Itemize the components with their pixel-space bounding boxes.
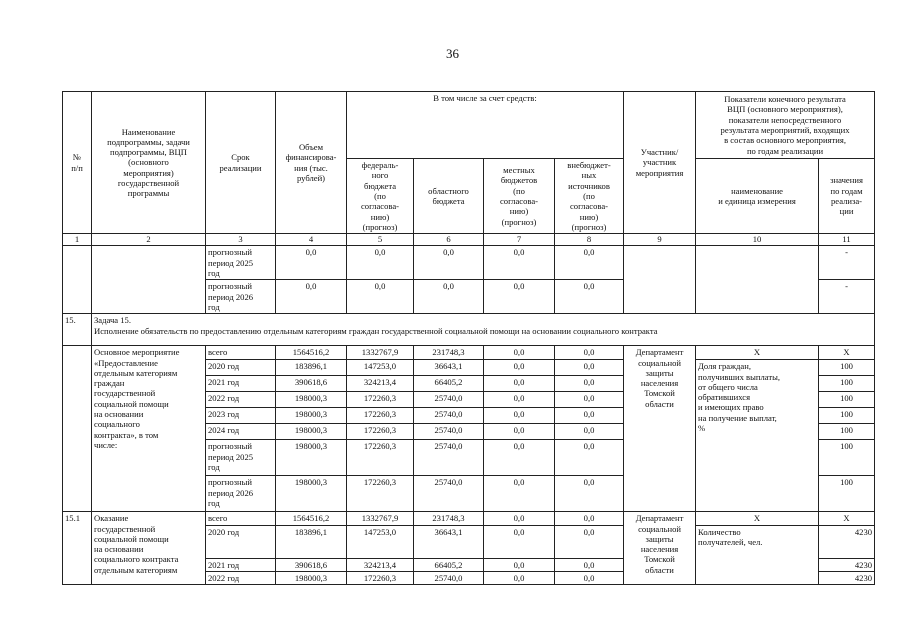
indicator-value: - xyxy=(819,246,875,280)
indicator-x: Х xyxy=(819,512,875,525)
period-cell: прогнозный период 2026 год xyxy=(206,476,276,512)
value-cell: 0,0 xyxy=(484,571,555,584)
empty-cell xyxy=(63,246,92,314)
program-table xyxy=(62,91,875,585)
value-cell: 198000,3 xyxy=(276,440,347,476)
value-cell: 0,0 xyxy=(347,280,414,314)
page-number: 36 xyxy=(446,46,459,61)
value-cell: 183896,1 xyxy=(276,525,347,558)
value-cell: 0,0 xyxy=(555,512,624,525)
col-number: 4 xyxy=(276,234,347,246)
value-cell: 198000,3 xyxy=(276,571,347,584)
indicator-x: Х xyxy=(819,346,875,360)
col-number: 7 xyxy=(484,234,555,246)
value-cell: 0,0 xyxy=(347,246,414,280)
value-cell: 0,0 xyxy=(555,424,624,440)
task-text: Исполнение обязательств по предоставлению отдельным категориям граждан государственной социальной помощи на основании социального контракта xyxy=(94,325,658,336)
value-cell: 0,0 xyxy=(484,476,555,512)
period-cell: всего xyxy=(206,346,276,360)
value-cell: 0,0 xyxy=(484,376,555,392)
period-cell: 2022 год xyxy=(206,571,276,584)
value-cell: 0,0 xyxy=(414,246,484,280)
value-cell: 198000,3 xyxy=(276,476,347,512)
value-cell: 172260,3 xyxy=(347,440,414,476)
indicator-x: Х xyxy=(696,346,819,360)
header-volume: Объем финансирова- ния (тыс. рублей) xyxy=(276,92,347,234)
period-cell: 2021 год xyxy=(206,376,276,392)
task-title: Задача 15. xyxy=(94,315,131,326)
main-activity-name: Основное мероприятие «Предоставление отдельным категориям граждан государственной социальной помощи на основании социального контракта», в том числе: xyxy=(92,346,206,512)
empty-cell xyxy=(624,246,696,314)
value-cell: 25740,0 xyxy=(414,440,484,476)
col-number: 10 xyxy=(696,234,819,246)
value-cell: 25740,0 xyxy=(414,476,484,512)
empty-cell xyxy=(92,246,206,314)
col-number: 6 xyxy=(414,234,484,246)
value-cell: 172260,3 xyxy=(347,424,414,440)
col-number: 3 xyxy=(206,234,276,246)
value-cell: 0,0 xyxy=(555,558,624,571)
value-cell: 0,0 xyxy=(276,280,347,314)
task-row xyxy=(63,314,875,346)
task-number: 15. xyxy=(63,314,92,346)
table-row xyxy=(63,512,875,525)
value-cell: 1564516,2 xyxy=(276,346,347,360)
value-cell: 0,0 xyxy=(276,246,347,280)
value-cell: 172260,3 xyxy=(347,408,414,424)
value-cell: 0,0 xyxy=(555,246,624,280)
indicator-value: 100 xyxy=(819,376,875,392)
value-cell: 0,0 xyxy=(555,346,624,360)
value-cell: 0,0 xyxy=(555,280,624,314)
value-cell: 0,0 xyxy=(555,376,624,392)
col-number: 5 xyxy=(347,234,414,246)
value-cell: 183896,1 xyxy=(276,360,347,376)
table-row xyxy=(63,346,875,360)
period-cell: 2020 год xyxy=(206,525,276,558)
value-cell: 172260,3 xyxy=(347,392,414,408)
value-cell: 198000,3 xyxy=(276,424,347,440)
value-cell: 66405,2 xyxy=(414,376,484,392)
period-cell: всего xyxy=(206,512,276,525)
value-cell: 0,0 xyxy=(555,476,624,512)
header-local: местных бюджетов (по согласова- нию) (прогноз) xyxy=(484,159,555,234)
empty-cell xyxy=(696,246,819,314)
value-cell: 0,0 xyxy=(484,558,555,571)
value-cell: 36643,1 xyxy=(414,525,484,558)
period-cell: 2024 год xyxy=(206,424,276,440)
value-cell: 1564516,2 xyxy=(276,512,347,525)
col-number: 1 xyxy=(63,234,92,246)
indicator-value: 100 xyxy=(819,424,875,440)
header-sources-group: В том числе за счет средств: xyxy=(347,92,624,159)
header-indicator-value: значения по годам реализа- ции xyxy=(819,159,875,234)
value-cell: 0,0 xyxy=(484,525,555,558)
activity-number: 15.1 xyxy=(63,512,92,585)
value-cell: 0,0 xyxy=(555,525,624,558)
value-cell: 390618,6 xyxy=(276,558,347,571)
value-cell: 0,0 xyxy=(484,280,555,314)
value-cell: 147253,0 xyxy=(347,525,414,558)
table-row xyxy=(63,246,875,280)
value-cell: 0,0 xyxy=(484,246,555,280)
col-number: 8 xyxy=(555,234,624,246)
col-number: 9 xyxy=(624,234,696,246)
value-cell: 231748,3 xyxy=(414,512,484,525)
indicator-value: 100 xyxy=(819,440,875,476)
value-cell: 172260,3 xyxy=(347,476,414,512)
value-cell: 66405,2 xyxy=(414,558,484,571)
indicator-value: 100 xyxy=(819,476,875,512)
period-cell: 2021 год xyxy=(206,558,276,571)
indicator-value: 100 xyxy=(819,360,875,376)
value-cell: 1332767,9 xyxy=(347,346,414,360)
period-cell: прогнозный период 2025 год xyxy=(206,440,276,476)
header-term: Срок реализации xyxy=(206,92,276,234)
value-cell: 324213,4 xyxy=(347,558,414,571)
indicator-name: Количество получателей, чел. xyxy=(696,525,819,585)
value-cell: 0,0 xyxy=(484,424,555,440)
value-cell: 25740,0 xyxy=(414,571,484,584)
value-cell: 1332767,9 xyxy=(347,512,414,525)
value-cell: 198000,3 xyxy=(276,392,347,408)
value-cell: 0,0 xyxy=(484,392,555,408)
period-cell: прогнозный период 2026 год xyxy=(206,280,276,314)
activity-name: Оказание государственной социальной помощи на основании социального контракта отдельным категориям xyxy=(92,512,206,585)
header-federal: федераль- ного бюджета (по согласова- нию) (прогноз) xyxy=(347,159,414,234)
indicator-value: 4230 xyxy=(819,571,875,584)
empty-cell xyxy=(63,346,92,512)
indicator-value: 100 xyxy=(819,392,875,408)
value-cell: 0,0 xyxy=(484,360,555,376)
task-description xyxy=(92,314,875,346)
indicator-name: Доля граждан, получивших выплаты, от общего числа обратившихся и имеющих право на получение выплат, % xyxy=(696,360,819,512)
indicator-value: 100 xyxy=(819,408,875,424)
header-name: Наименование подпрограммы, задачи подпрограммы, ВЦП (основного мероприятия) государственной программы xyxy=(92,92,206,234)
header-regional: областного бюджета xyxy=(414,159,484,234)
period-cell: 2020 год xyxy=(206,360,276,376)
period-cell: прогнозный период 2025 год xyxy=(206,246,276,280)
value-cell: 198000,3 xyxy=(276,408,347,424)
value-cell: 0,0 xyxy=(555,571,624,584)
col-number: 2 xyxy=(92,234,206,246)
value-cell: 0,0 xyxy=(555,440,624,476)
column-numbers-row xyxy=(63,234,875,246)
value-cell: 172260,3 xyxy=(347,571,414,584)
header-indicators-group: Показатели конечного результата ВЦП (основного мероприятия), показатели непосредственного результата мероприятий, входящих в состав основного мероприятия, по годам реализации xyxy=(696,92,875,159)
period-cell: 2022 год xyxy=(206,392,276,408)
value-cell: 0,0 xyxy=(484,440,555,476)
period-cell: 2023 год xyxy=(206,408,276,424)
indicator-x: Х xyxy=(696,512,819,525)
value-cell: 324213,4 xyxy=(347,376,414,392)
value-cell: 0,0 xyxy=(555,392,624,408)
value-cell: 0,0 xyxy=(414,280,484,314)
col-number: 11 xyxy=(819,234,875,246)
value-cell: 25740,0 xyxy=(414,408,484,424)
value-cell: 0,0 xyxy=(484,408,555,424)
participant-cell: Департамент социальной защиты населения Томской области xyxy=(624,512,696,585)
indicator-value: 4230 xyxy=(819,525,875,558)
value-cell: 0,0 xyxy=(555,360,624,376)
header-extrabudget: внебюджет- ных источников (по согласова- нию) (прогноз) xyxy=(555,159,624,234)
value-cell: 390618,6 xyxy=(276,376,347,392)
participant-cell: Департамент социальной защиты населения Томской области xyxy=(624,346,696,512)
value-cell: 231748,3 xyxy=(414,346,484,360)
value-cell: 25740,0 xyxy=(414,392,484,408)
indicator-value: 4230 xyxy=(819,558,875,571)
value-cell: 25740,0 xyxy=(414,424,484,440)
header-indicator-name: наименование и единица измерения xyxy=(696,159,819,234)
value-cell: 0,0 xyxy=(484,346,555,360)
header-participant: Участник/ участник мероприятия xyxy=(624,92,696,234)
header-num: № п/п xyxy=(63,92,92,234)
indicator-value: - xyxy=(819,280,875,314)
value-cell: 36643,1 xyxy=(414,360,484,376)
value-cell: 147253,0 xyxy=(347,360,414,376)
value-cell: 0,0 xyxy=(484,512,555,525)
value-cell: 0,0 xyxy=(555,408,624,424)
